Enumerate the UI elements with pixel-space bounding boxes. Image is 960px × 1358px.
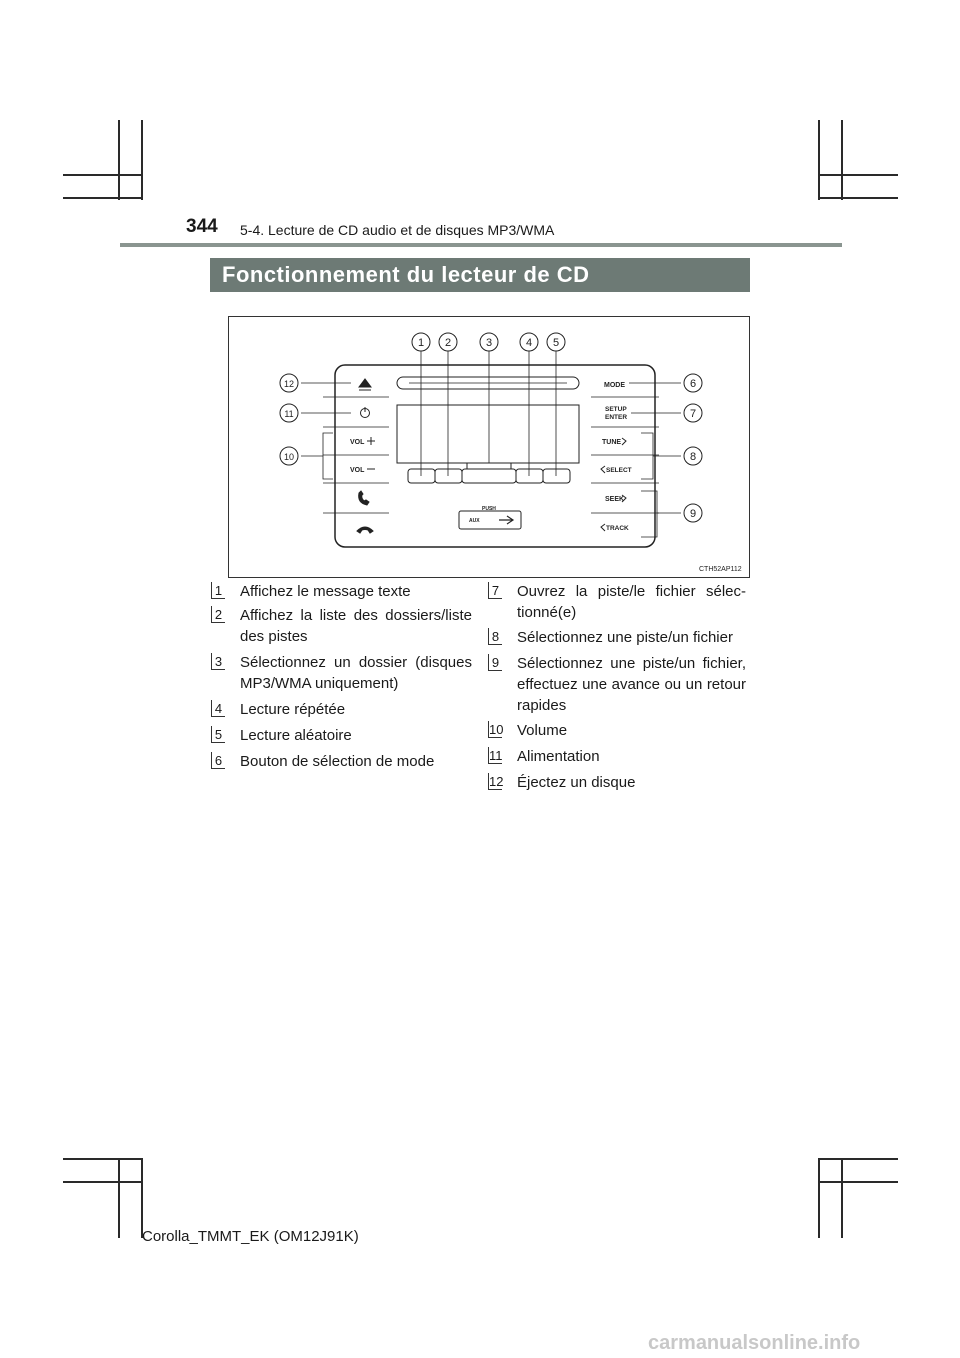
callout-circles: [280, 333, 702, 522]
callout-9-number: 9: [689, 508, 697, 520]
phone-icon[interactable]: [359, 491, 369, 505]
header-rule: [120, 243, 842, 247]
display-screen: [397, 405, 579, 463]
watermark: carmanualsonline.info: [648, 1332, 861, 1354]
chevron-left-icon: [601, 524, 605, 531]
legend-number: 10: [489, 722, 504, 737]
crop-mark: [141, 120, 143, 200]
vol-plus-label[interactable]: VOL: [350, 439, 365, 446]
push-label: PUSH: [482, 506, 496, 512]
crop-mark: [818, 197, 898, 199]
chevron-right-icon: [622, 438, 626, 445]
crop-mark: [841, 1158, 843, 1238]
crop-mark: [818, 1158, 820, 1238]
crop-mark: [818, 1181, 898, 1183]
head-unit-outline: [335, 365, 655, 547]
legend-number: 1: [211, 582, 225, 599]
preset-button-2[interactable]: [435, 469, 462, 483]
legend-text: Sélectionnez une piste/un fichier: [517, 629, 733, 646]
aux-label: AUX: [469, 518, 480, 524]
callout-1-number: 1: [417, 337, 425, 349]
legend-number: 9: [488, 654, 502, 671]
mode-button-label[interactable]: MODE: [604, 382, 625, 389]
chevron-left-icon: [601, 466, 605, 473]
preset-group-bar: [467, 463, 511, 469]
callout-2-number: 2: [444, 337, 452, 349]
callout-12-number: 12: [283, 379, 295, 389]
crop-mark: [118, 1158, 120, 1238]
callout-6-number: 6: [689, 378, 697, 390]
audio-panel-figure: [228, 316, 750, 578]
track-button-label[interactable]: TRACK: [606, 525, 629, 532]
legend-text: Volume: [517, 722, 568, 739]
select-button-label[interactable]: SELECT: [606, 467, 632, 474]
callout-8-number: 8: [689, 451, 697, 463]
legend-text: Lecture répétée: [240, 701, 346, 718]
crop-mark: [63, 174, 143, 176]
legend-text: Bouton de sélection de mode: [240, 753, 435, 770]
crop-mark: [63, 1158, 143, 1160]
legend-text: Éjectez un disque: [517, 774, 636, 791]
vol-minus-label[interactable]: VOL: [350, 467, 365, 474]
legend-text: Sélectionnez une piste/un fichier, effectuez une avance ou un retour rapides: [517, 655, 746, 714]
legend-number: 2: [211, 606, 225, 623]
figure-code: CTH52AP112: [699, 566, 742, 573]
crop-mark: [118, 120, 120, 200]
crop-mark: [63, 197, 143, 199]
callout-4-number: 4: [525, 337, 533, 349]
legend-text: Affichez la liste des dossiers/liste des pistes: [240, 607, 472, 645]
eject-icon[interactable]: [359, 379, 371, 390]
legend-text: Lecture aléatoire: [240, 727, 352, 744]
hang-up-icon[interactable]: [357, 527, 373, 533]
callout-7-number: 7: [689, 408, 697, 420]
section-header: 5-4. Lecture de CD audio et de disques MP3/WMA: [240, 222, 555, 238]
crop-mark: [818, 1158, 898, 1160]
crop-mark: [141, 1158, 143, 1238]
page-number: 344: [186, 216, 218, 237]
crop-mark: [63, 1181, 143, 1183]
preset-button-4[interactable]: [516, 469, 543, 483]
section-title: Fonctionnement du lecteur de CD: [210, 258, 750, 292]
legend-text: Alimentation: [517, 748, 600, 765]
preset-buttons: [408, 463, 570, 483]
audio-panel-illustration: [229, 317, 749, 577]
callout-3-number: 3: [485, 337, 493, 349]
crop-mark: [818, 174, 898, 176]
legend-number: 11: [489, 748, 503, 763]
legend-number: 6: [211, 752, 225, 769]
usb-icon: [499, 516, 513, 524]
setup-button-label[interactable]: SETUP: [605, 406, 627, 413]
left-button-column: [323, 397, 389, 513]
power-icon[interactable]: [361, 407, 370, 418]
plus-icon: [367, 437, 375, 445]
preset-button-3[interactable]: [462, 469, 516, 483]
callout-10-number: 10: [283, 452, 295, 462]
crop-mark: [841, 120, 843, 200]
preset-button-1[interactable]: [408, 469, 435, 483]
legend-number: 3: [211, 653, 225, 670]
legend-number: 12: [489, 774, 504, 789]
callout-11-number: 11: [284, 409, 294, 419]
legend-number: 8: [488, 628, 502, 645]
legend-number: 4: [211, 700, 225, 717]
preset-button-5[interactable]: [543, 469, 570, 483]
enter-button-label[interactable]: ENTER: [605, 414, 628, 421]
seek-button-label[interactable]: SEEK: [605, 496, 625, 503]
callout-5-number: 5: [552, 337, 560, 349]
legend-text: Sélectionnez un dossier (disques MP3/WMA uniquement): [240, 654, 472, 692]
footer-document-code: Corolla_TMMT_EK (OM12J91K): [142, 1228, 359, 1245]
legend-number: 7: [488, 582, 502, 599]
tune-button-label[interactable]: TUNE: [602, 439, 622, 446]
legend-text: Affichez le message texte: [240, 583, 411, 600]
legend-text: Ouvrez la piste/le fichier sélec-tionné(e): [517, 583, 746, 621]
crop-mark: [818, 120, 820, 200]
legend-number: 5: [211, 726, 225, 743]
